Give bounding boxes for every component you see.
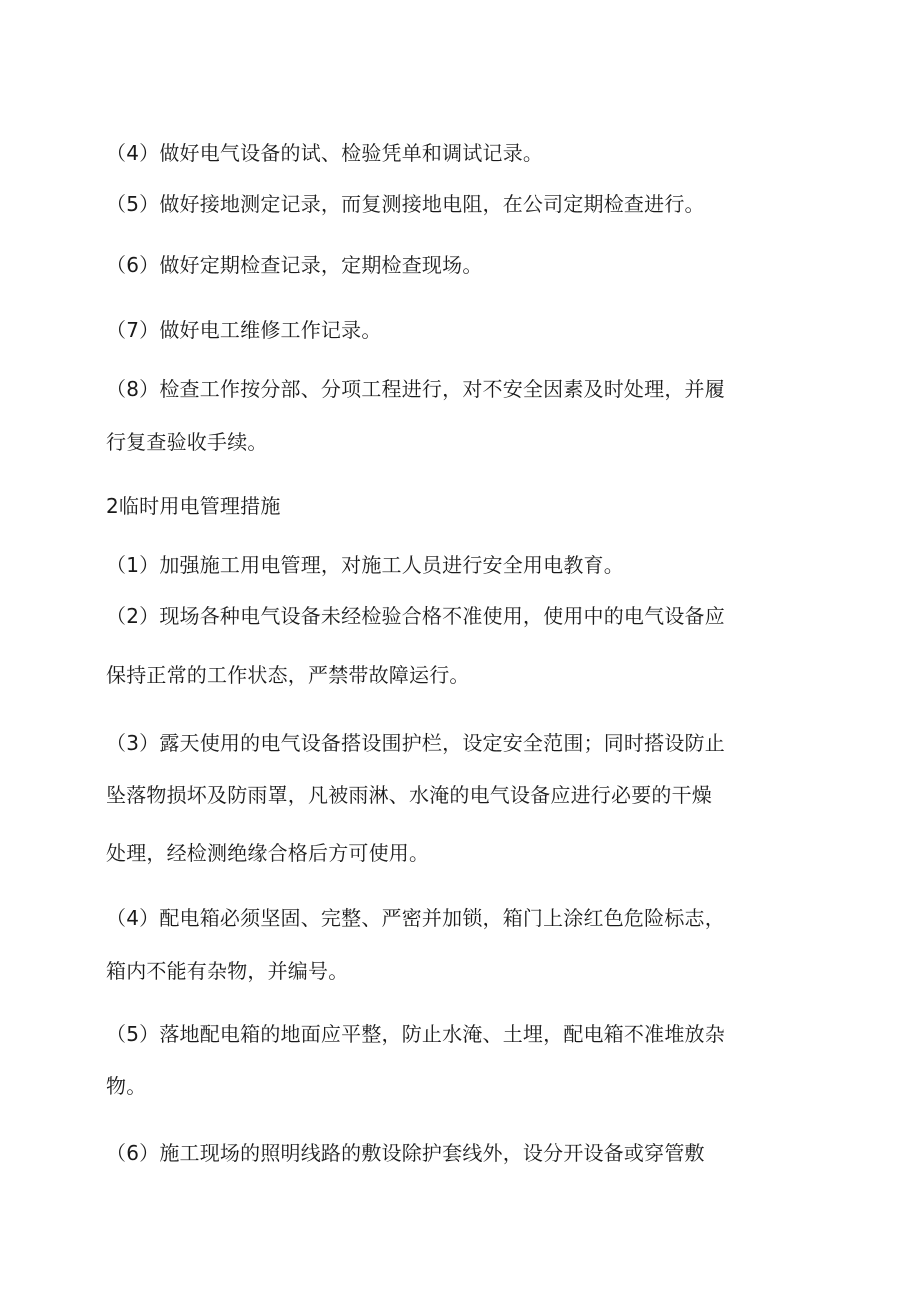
paragraph-measure-4-line-2: 箱内不能有杂物，并编号。 xyxy=(106,959,349,983)
paragraph-measure-4-line-1: （4）配电箱必须坚固、完整、严密并加锁，箱门上涂红色危险标志， xyxy=(106,906,725,930)
paragraph-item-5-grounding: （5）做好接地测定记录，而复测接地电阻，在公司定期检查进行。 xyxy=(106,192,705,216)
paragraph-measure-3-line-2: 坠落物损坏及防雨罩，凡被雨淋、水淹的电气设备应进行必要的干燥 xyxy=(106,783,712,807)
paragraph-item-4-records: （4）做好电气设备的试、检验凭单和调试记录。 xyxy=(106,141,544,165)
section-heading: 2临时用电管理措施 xyxy=(106,494,281,518)
paragraph-measure-3-line-1: （3）露天使用的电气设备搭设围护栏，设定安全范围；同时搭设防止 xyxy=(106,731,725,755)
paragraph-item-6-inspection: （6）做好定期检查记录，定期检查现场。 xyxy=(106,253,483,277)
paragraph-measure-6-line-1: （6）施工现场的照明线路的敷设除护套线外，设分开设备或穿管敷 xyxy=(106,1141,705,1165)
paragraph-item-7-maintenance: （7）做好电工维修工作记录。 xyxy=(106,318,382,342)
paragraph-item-8-line-2: 行复查验收手续。 xyxy=(106,430,268,454)
paragraph-item-8-line-1: （8）检查工作按分部、分项工程进行，对不安全因素及时处理，并履 xyxy=(106,377,725,401)
paragraph-measure-1: （1）加强施工用电管理，对施工人员进行安全用电教育。 xyxy=(106,553,624,577)
paragraph-measure-2-line-1: （2）现场各种电气设备未经检验合格不准使用，使用中的电气设备应 xyxy=(106,604,725,628)
paragraph-measure-5-line-1: （5）落地配电箱的地面应平整，防止水淹、土埋，配电箱不准堆放杂 xyxy=(106,1022,725,1046)
paragraph-measure-3-line-3: 处理，经检测绝缘合格后方可使用。 xyxy=(106,841,430,865)
paragraph-measure-5-line-2: 物。 xyxy=(106,1074,147,1098)
paragraph-measure-2-line-2: 保持正常的工作状态，严禁带故障运行。 xyxy=(106,663,470,687)
